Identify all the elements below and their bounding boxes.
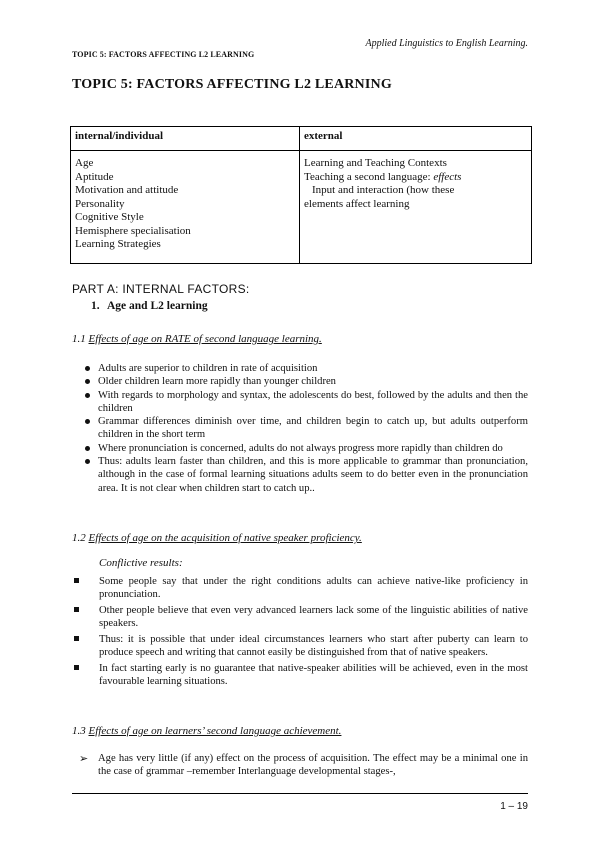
factor-cognitive-style: Cognitive Style [75,211,144,223]
section-1-2-heading [72,532,362,544]
list-item-text: Other people believe that even very advanced learners lack some of the linguistic abilities of native speakers. [99,605,528,629]
list-item [72,633,528,659]
list-item [83,415,528,442]
list-item [72,662,528,688]
factors-table [70,126,532,264]
list-item [83,389,528,416]
factor-personality: Personality [75,197,125,210]
section-1-1-heading [72,333,322,345]
list-item-text: In fact starting early is no guarantee that native-speaker abilities will be achieved, even in the most favourable learning situations. [99,663,528,687]
part-a-heading: PART A: INTERNAL FACTORS: [72,282,250,296]
page-number: 1 – 19 [500,801,528,812]
list-item [72,604,528,630]
list-item-text: Where pronunciation is concerned, adults do not always progress more rapidly than children do [98,442,503,454]
proficiency-bullet-list [72,575,528,691]
list-item-text: With regards to morphology and syntax, the adolescents do best, followed by the adults and then the children [98,389,528,414]
table-header-row [71,127,532,151]
external-line-2-text: Teaching a second language: [304,170,434,183]
external-line-2 [304,171,527,185]
factor-hemisphere: Hemisphere specialisation [75,224,191,237]
square-bullet-icon [74,607,79,612]
square-bullet-icon [74,636,79,641]
bullet-dot-icon [85,393,90,398]
square-bullet-icon [74,578,79,583]
subsection-heading [91,300,208,312]
factor-aptitude: Aptitude [75,170,114,183]
external-line-3: Input and interaction (how these [312,184,455,196]
header-external: external [300,127,532,151]
section-1-2-text: Effects of age on the acquisition of native speaker proficiency. [88,532,362,544]
running-head: Applied Linguistics to English Learning. [365,38,528,49]
section-1-2-prefix: 1.2 [72,532,89,544]
list-item [83,442,528,455]
bullet-dot-icon [85,419,90,424]
external-line-2-italic: effects [433,170,462,183]
arrow-bullet-icon: ➢ [79,752,89,765]
list-item [83,362,528,375]
list-item-text: Thus: it is possible that under ideal circumstances learners who start after puberty can learn to produce speech and writing that cannot easily be distinguished from that of native speakers. [99,634,528,658]
arrow-item-text: Age has very little (if any) effect on the process of acquisition. The effect may be a minimal one in the case of grammar –remember Interlanguage developmental stages-, [98,753,528,778]
external-line-4: elements affect learning [304,197,410,210]
bullet-dot-icon [85,446,90,451]
square-bullet-icon [74,665,79,670]
bullet-dot-icon [85,366,90,371]
factor-learning-strategies: Learning Strategies [75,238,161,250]
footer-divider [72,793,528,794]
bullet-dot-icon [85,379,90,384]
page-title: TOPIC 5: FACTORS AFFECTING L2 LEARNING [72,77,392,92]
section-1-1-prefix: 1.1 [72,333,89,345]
conflictive-results-label: Conflictive results: [99,557,183,569]
table-row [71,151,532,264]
arrow-list-item [79,752,528,779]
bullet-dot-icon [85,459,90,464]
subsection-label: Age and L2 learning [107,300,208,312]
internal-factors-cell [71,151,300,264]
header-internal: internal/individual [71,127,300,151]
list-item [83,455,528,495]
external-line-1: Learning and Teaching Contexts [304,157,447,169]
section-1-3-heading [72,725,341,737]
factor-age: Age [75,157,94,169]
section-1-3-prefix: 1.3 [72,725,89,737]
subsection-number: 1. [91,300,100,312]
list-item-text: Some people say that under the right conditions adults can achieve native-like proficiency in pronunciation. [99,576,528,600]
topic-header: TOPIC 5: FACTORS AFFECTING L2 LEARNING [72,50,255,59]
external-factors-cell [300,151,532,264]
list-item-text: Thus: adults learn faster than children, and this is more applicable to grammar than pronunciation, although in the case of formal learning situations adults seem to do better even in the pronunciation area. It is not clear when children start to catch up.. [98,456,528,494]
list-item-text: Adults are superior to children in rate of acquisition [98,363,318,374]
factor-motivation: Motivation and attitude [75,184,179,196]
list-item [83,375,528,388]
list-item-text: Older children learn more rapidly than younger children [98,376,336,388]
list-item [72,575,528,601]
section-1-3-text: Effects of age on learners’ second language achievement. [88,725,342,737]
list-item-text: Grammar differences diminish over time, and children begin to catch up, but adults outperform children in the short term [98,416,528,441]
rate-bullet-list [83,362,528,495]
section-1-1-text: Effects of age on RATE of second language learning. [88,333,322,345]
